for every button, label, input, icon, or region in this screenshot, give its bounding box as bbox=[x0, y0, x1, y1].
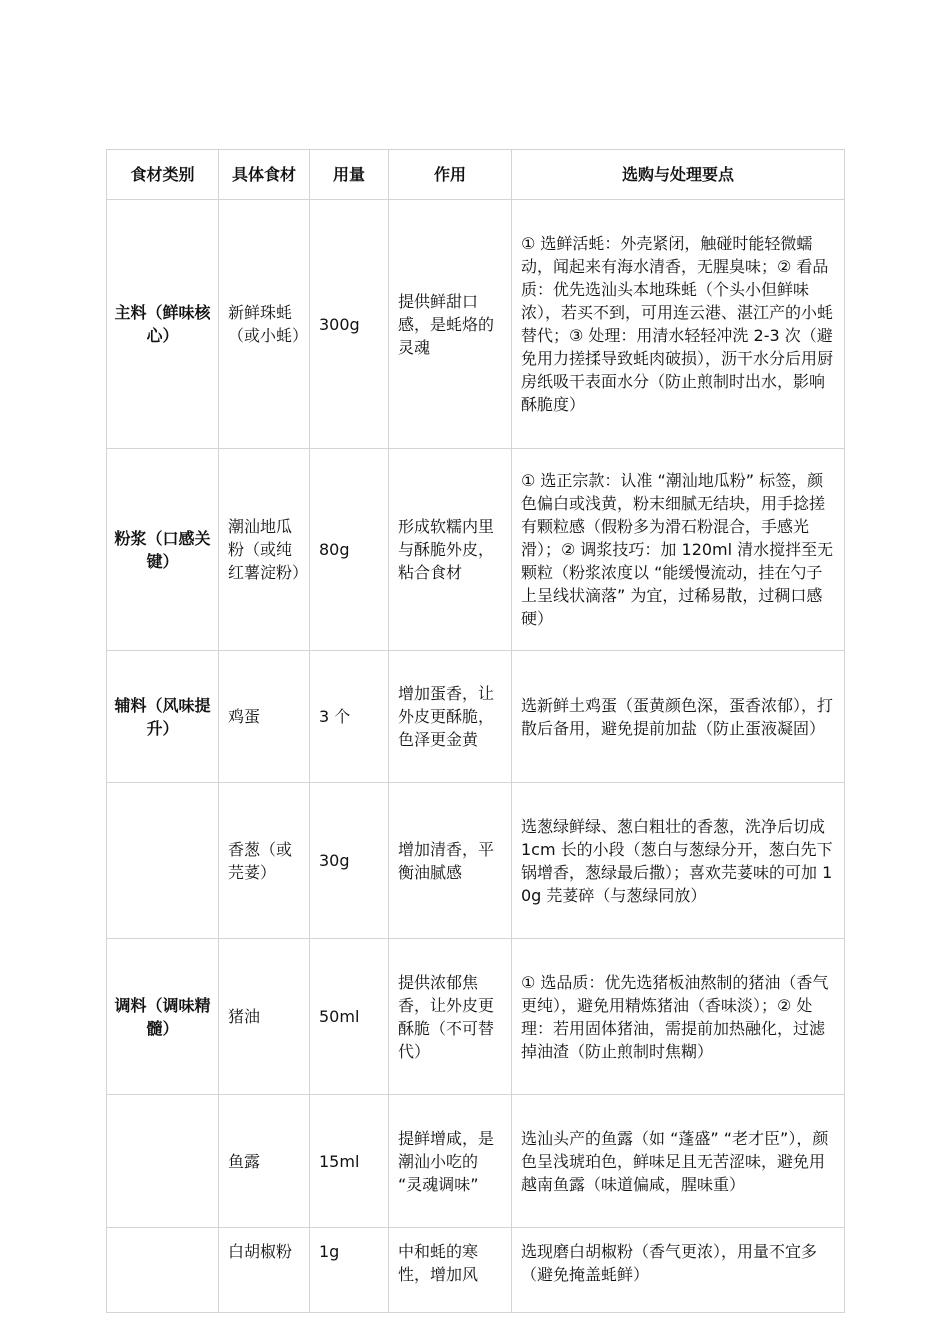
tips-cell: 选葱绿鲜绿、葱白粗壮的香葱，洗净后切成 1cm 长的小段（葱白与葱绿分开，葱白先下锅增香，葱绿最后撒）；喜欢芫荽味的可加 10g 芫荽碎（与葱绿同放） bbox=[512, 783, 845, 939]
amount-cell: 50ml bbox=[310, 939, 389, 1095]
header-role: 作用 bbox=[389, 150, 512, 200]
category-cell: 主料（鲜味核心） bbox=[107, 200, 219, 449]
role-cell: 中和蚝的寒性，增加风 bbox=[389, 1228, 512, 1313]
tips-cell: ① 选鲜活蚝：外壳紧闭，触碰时能轻微蠕动，闻起来有海水清香，无腥臭味；② 看品质：优先选汕头本地珠蚝（个头小但鲜味浓），若买不到，可用连云港、湛江产的小蚝替代；③ 处理：用清水轻轻冲洗 2-3 次（避免用力搓揉导致蚝肉破损），沥干水分后用厨房纸吸干表面水分（防止煎制时出水，影响酥脆度） bbox=[512, 200, 845, 449]
category-cell: 调料（调味精髓） bbox=[107, 939, 219, 1095]
category-cell bbox=[107, 783, 219, 939]
role-cell: 增加蛋香，让外皮更酥脆，色泽更金黄 bbox=[389, 651, 512, 783]
header-ingredient: 具体食材 bbox=[219, 150, 310, 200]
ingredient-cell: 潮汕地瓜粉（或纯红薯淀粉） bbox=[219, 449, 310, 651]
category-cell bbox=[107, 1228, 219, 1313]
ingredient-cell: 新鲜珠蚝（或小蚝） bbox=[219, 200, 310, 449]
category-cell: 辅料（风味提升） bbox=[107, 651, 219, 783]
category-cell: 粉浆（口感关键） bbox=[107, 449, 219, 651]
tips-cell: ① 选品质：优先选猪板油熬制的猪油（香气更纯），避免用精炼猪油（香味淡）；② 处理：若用固体猪油，需提前加热融化，过滤掉油渣（防止煎制时焦糊） bbox=[512, 939, 845, 1095]
amount-cell: 300g bbox=[310, 200, 389, 449]
tips-cell: 选现磨白胡椒粉（香气更浓），用量不宜多（避免掩盖蚝鲜） bbox=[512, 1228, 845, 1313]
header-tips: 选购与处理要点 bbox=[512, 150, 845, 200]
category-cell bbox=[107, 1095, 219, 1228]
ingredients-table bbox=[106, 149, 845, 1313]
table-row bbox=[107, 1228, 845, 1313]
role-cell: 提供鲜甜口感，是蚝烙的灵魂 bbox=[389, 200, 512, 449]
ingredient-cell: 白胡椒粉 bbox=[219, 1228, 310, 1313]
tips-cell: 选新鲜土鸡蛋（蛋黄颜色深，蛋香浓郁），打散后备用，避免提前加盐（防止蛋液凝固） bbox=[512, 651, 845, 783]
ingredient-cell: 鱼露 bbox=[219, 1095, 310, 1228]
tips-cell: 选汕头产的鱼露（如 “蓬盛” “老才臣”），颜色呈浅琥珀色，鲜味足且无苦涩味，避免用越南鱼露（味道偏咸，腥味重） bbox=[512, 1095, 845, 1228]
role-cell: 形成软糯内里与酥脆外皮，粘合食材 bbox=[389, 449, 512, 651]
header-amount: 用量 bbox=[310, 150, 389, 200]
table-row bbox=[107, 783, 845, 939]
ingredient-cell: 香葱（或芫荽） bbox=[219, 783, 310, 939]
role-cell: 增加清香，平衡油腻感 bbox=[389, 783, 512, 939]
amount-cell: 3 个 bbox=[310, 651, 389, 783]
header-category: 食材类别 bbox=[107, 150, 219, 200]
amount-cell: 30g bbox=[310, 783, 389, 939]
table-row bbox=[107, 449, 845, 651]
role-cell: 提供浓郁焦香，让外皮更酥脆（不可替代） bbox=[389, 939, 512, 1095]
ingredient-cell: 猪油 bbox=[219, 939, 310, 1095]
table-row bbox=[107, 200, 845, 449]
amount-cell: 1g bbox=[310, 1228, 389, 1313]
ingredient-cell: 鸡蛋 bbox=[219, 651, 310, 783]
role-cell: 提鲜增咸，是潮汕小吃的 “灵魂调味” bbox=[389, 1095, 512, 1228]
amount-cell: 15ml bbox=[310, 1095, 389, 1228]
table-row bbox=[107, 1095, 845, 1228]
table-row bbox=[107, 651, 845, 783]
table-header-row bbox=[107, 150, 845, 200]
tips-cell: ① 选正宗款：认准 “潮汕地瓜粉” 标签，颜色偏白或浅黄，粉末细腻无结块，用手捻搓有颗粒感（假粉多为滑石粉混合，手感光滑）；② 调浆技巧：加 120ml 清水搅拌至无颗粒（粉浆浓度以 “能缓慢流动，挂在勺子上呈线状滴落” 为宜，过稀易散，过稠口感硬） bbox=[512, 449, 845, 651]
table-row bbox=[107, 939, 845, 1095]
amount-cell: 80g bbox=[310, 449, 389, 651]
